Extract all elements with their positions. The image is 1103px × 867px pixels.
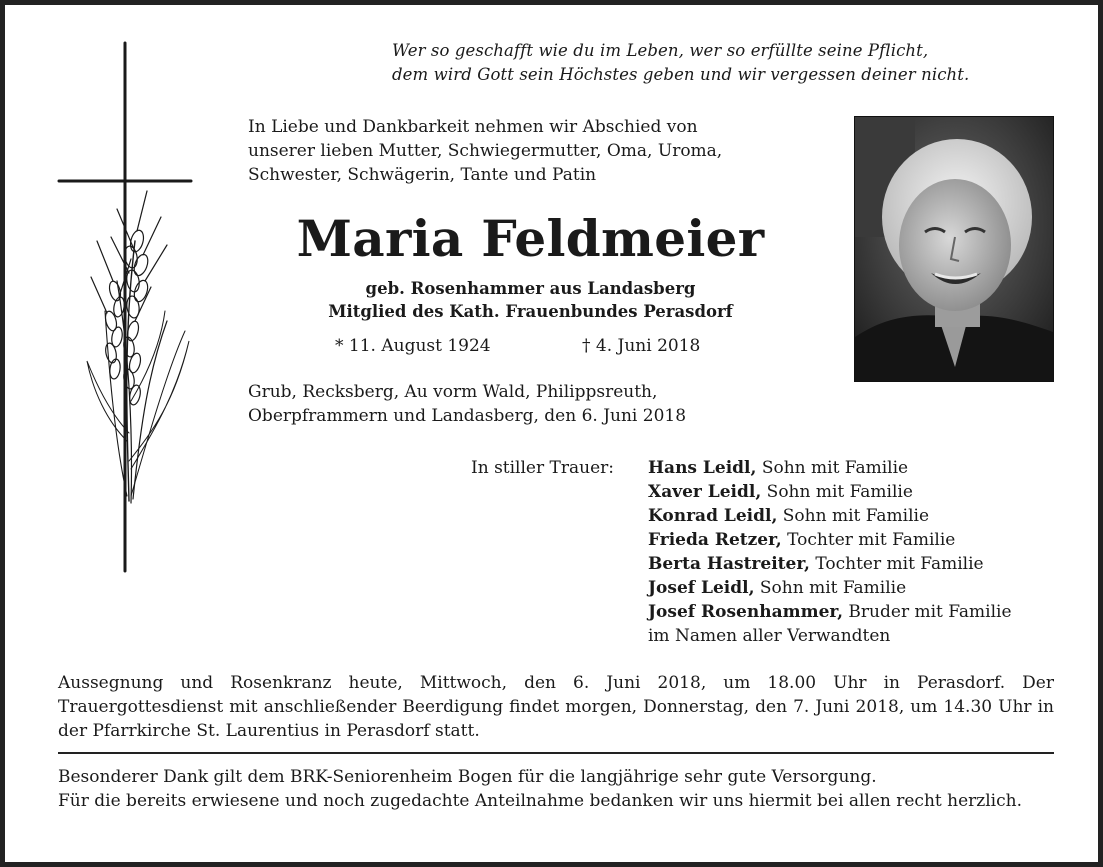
list-item <box>648 456 1068 480</box>
mourner-name: Josef Leidl, <box>648 578 755 598</box>
mourner-relation: Tochter mit Familie <box>809 554 984 574</box>
list-item <box>648 576 1068 600</box>
memorial-quote <box>392 39 969 87</box>
intro-line-1: In Liebe und Dankbarkeit nehmen wir Abschied von <box>248 117 698 137</box>
mourner-relation: Sohn mit Familie <box>754 578 907 598</box>
list-item <box>648 528 1068 552</box>
mourner-name: Xaver Leidl, <box>648 482 762 502</box>
list-item <box>648 600 1068 624</box>
mourner-relation: Sohn mit Familie <box>777 506 930 526</box>
list-item <box>648 552 1068 576</box>
places-line-1: Grub, Recksberg, Au vorm Wald, Philippsreuth, <box>248 382 658 402</box>
intro-line-2: unserer lieben Mutter, Schwiegermutter, Oma, Uroma, <box>248 141 723 161</box>
mourner-name: Hans Leidl, <box>648 458 757 478</box>
list-item <box>648 480 1068 504</box>
thanks-line-1: Besonderer Dank gilt dem BRK-Seniorenheim Bogen für die langjährige sehr gute Versorgung. <box>58 767 877 787</box>
portrait-photo <box>854 116 1054 382</box>
deceased-details <box>248 277 813 323</box>
mourner-relation: Sohn mit Familie <box>756 458 909 478</box>
death-date: † 4. Juni 2018 <box>582 336 701 356</box>
thanks-line-2: Für die bereits erwiesene und noch zugedachte Anteilnahme bedanken wir uns hiermit bei allen recht herzlich. <box>58 791 1022 811</box>
divider <box>58 752 1054 754</box>
intro-text <box>248 115 813 187</box>
mourner-name: Konrad Leidl, <box>648 506 778 526</box>
mourners-label: In stiller Trauer: <box>471 458 614 478</box>
membership: Mitglied des Kath. Frauenbundes Perasdorf <box>328 302 733 321</box>
mourner-name: Berta Hastreiter, <box>648 554 810 574</box>
mourners-list <box>648 456 1068 648</box>
mourner-relation: Bruder mit Familie <box>843 602 1012 622</box>
places-line-2: Oberpframmern und Landasberg, den 6. Juni 2018 <box>248 406 687 426</box>
mourner-name: Frieda Retzer, <box>648 530 782 550</box>
mourner-relation: Tochter mit Familie <box>781 530 956 550</box>
service-info: Aussegnung und Rosenkranz heute, Mittwoch, den 6. Juni 2018, um 18.00 Uhr in Perasdorf. Der Trauergottesdienst mit anschließender Beerdigung findet morgen, Donnerstag, den 7. Juni 2018, um 14.30 Uhr in der Pfarrkirche St. Laurentius in Perasdorf statt. <box>58 673 1054 741</box>
mourner-name: Josef Rosenhammer, <box>648 602 844 622</box>
places-and-date <box>248 380 813 428</box>
mourner-relation: Sohn mit Familie <box>761 482 913 502</box>
quote-line-1: Wer so geschafft wie du im Leben, wer so erfüllte seine Pflicht, <box>392 41 929 60</box>
thanks-text <box>58 765 1054 813</box>
quote-line-2: dem wird Gott sein Höchstes geben und wir vergessen deiner nicht. <box>392 65 970 84</box>
birth-name: geb. Rosenhammer aus Landasberg <box>365 279 696 298</box>
mourners-closing: im Namen aller Verwandten <box>648 626 891 646</box>
list-item <box>648 504 1068 528</box>
intro-line-3: Schwester, Schwägerin, Tante und Patin <box>248 165 597 185</box>
deceased-name: Maria Feldmeier <box>296 209 765 268</box>
cross-with-wheat-icon <box>57 41 193 573</box>
birth-date: * 11. August 1924 <box>335 336 491 356</box>
